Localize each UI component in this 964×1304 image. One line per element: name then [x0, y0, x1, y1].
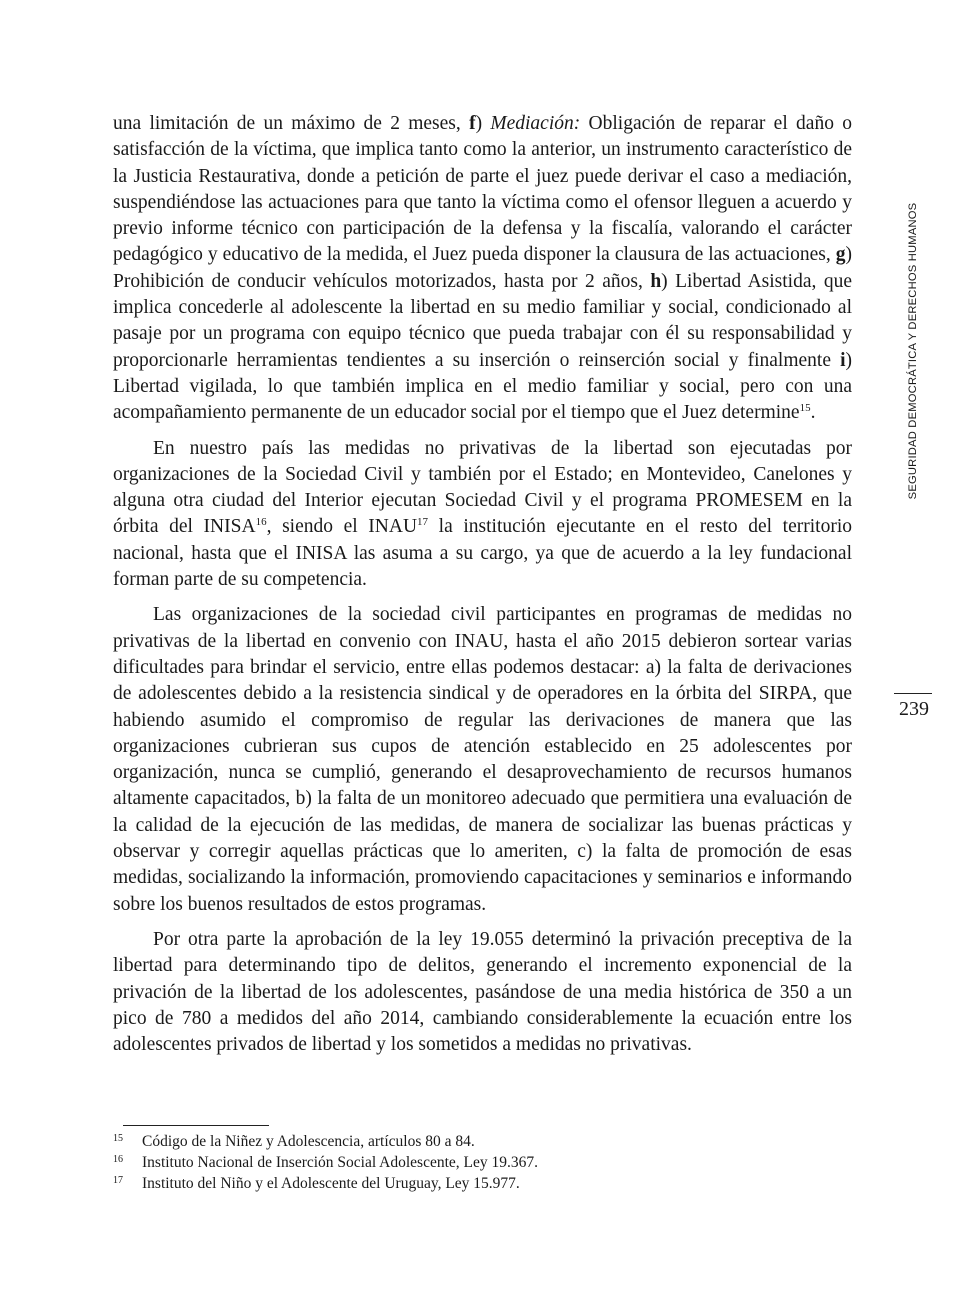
paragraph-2: En nuestro país las medidas no privativas de la libertad son ejecutadas por organizaciones de la Sociedad Civil y también por el Estado; en Montevideo, Canelones y alguna otra ciudad del Interior ejecutan Sociedad Civil y el programa PROMESEM en la órbita del INISA$^{16}$, siendo el INAU$^{17}$ la institución ejecutante en el resto del territorio nacional, hasta que el INISA las asuma a su cargo, ya que de acuerdo a la ley fundacional forman parte de su competencia.: [113, 437, 852, 591]
paragraph-1: una limitación de un máximo de 2 meses, f) Mediación: Obligación de reparar el daño o satisfacción de la víctima, que implica tanto como la anterior, un instrumento característico de la Justicia Restaurativa, donde a petición de parte el juez puede derivar el caso a mediación, suspendiéndose las actuaciones para que tanto la víctima como el ofensor lleguen a acuerdo y previo informe técnico con participación de la defensa y la fiscalía, valorando el carácter pedagógico y educativo de la medida, el Juez pueda disponer la clausura de las actuaciones, g) Prohibición de conducir vehículos motorizados, hasta por 2 años, h) Libertad Asistida, que implica concederle al adolescente la libertad en su medio familiar y social, condicionado al pasaje por un programa con equipo técnico que pueda trabajar con él su responsabilidad y proporcionarle herramientas tendientes a su inserción o reinserción social y finalmente i) Libertad vigilada, lo que también implica en el medio familiar y social, pero con una acompañamiento permanente de un educador social por el tiempo que el Juez determine$^{15}$.: [113, 113, 853, 424]
item-label-i: i: [840, 349, 846, 371]
footnote-17: [113, 1173, 852, 1194]
footnote-number: 16: [113, 1154, 123, 1165]
item-label-f: f: [469, 113, 476, 134]
footnote-number: 17: [113, 1175, 123, 1186]
paragraph-4: Por otra parte la aprobación de la ley 19.055 determinó la privación preceptiva de la libertad para determinando tipo de delitos, generando el incremento exponencial de la privación de la libertad de los adolescentes, pasándose de una media histórica de 350 a un pico de 780 a medidos del año 2014, cambiando considerablemente la ecuación entre los adolescentes privados de libertad y los sometidos a medidas no privativas.: [113, 928, 852, 1056]
footnote-ref-15[interactable]: 15: [799, 402, 811, 415]
page-number-rule: [894, 693, 932, 694]
footnote-text: Instituto del Niño y el Adolescente del Uruguay, Ley 15.977.: [142, 1175, 520, 1192]
footnote-15: [113, 1131, 852, 1152]
footnote-text: Código de la Niñez y Adolescencia, artículos 80 a 84.: [142, 1133, 475, 1150]
page-number: 239: [899, 698, 929, 720]
footnote-ref-17[interactable]: 17: [417, 516, 429, 529]
running-head: [902, 193, 924, 508]
body-text: [113, 111, 852, 1067]
footnote-ref-16[interactable]: 16: [255, 516, 267, 529]
footnote-text: Instituto Nacional de Inserción Social Adolescente, Ley 19.367.: [142, 1154, 539, 1171]
footnote-separator: [123, 1125, 269, 1126]
footnote-16: [113, 1152, 852, 1173]
mediacion-title: Mediación:: [490, 113, 581, 134]
item-label-g: g: [835, 244, 846, 266]
running-head-text: SEGURIDAD DEMOCRÁTICA Y DERECHOS HUMANOS: [907, 202, 919, 499]
item-label-h: h: [650, 270, 662, 292]
footnote-number: 15: [113, 1133, 123, 1144]
footnotes: [113, 1131, 852, 1194]
paragraph-3: Las organizaciones de la sociedad civil participantes en programas de medidas no privativas de la libertad en convenio con INAU, hasta el año 2015 debieron sortear varias dificultades para brindar el servicio, entre ellas podemos destacar: a) la falta de derivaciones de adolescentes debido a la resistencia sindical y de operadores en la órbita del SIRPA, que habiendo asumido el compromiso de regular las derivaciones de manera que las organizaciones cubrieran sus cupos de atención establecido en 25 adolescentes por organización, nunca se cumplió, generando el desaprovechamiento de recursos humanos altamente capacitados, b) la falta de un monitoreo adecuado que permitiera una evaluación de la calidad de la ejecución de las medidas, de manera de socializar las buenas prácticas y observar y corregir aquellas prácticas que lo ameriten, c) la falta de promoción de esas medidas, socializando la información, promoviendo capacitaciones y seminarios e informando sobre los buenos resultados de estos programas.: [113, 604, 852, 915]
